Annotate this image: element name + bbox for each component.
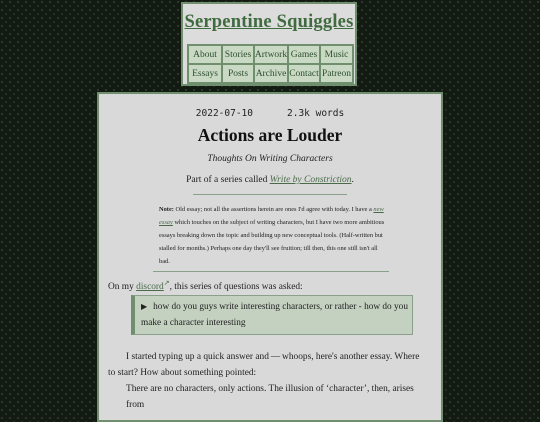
note-block xyxy=(159,203,385,268)
site-header xyxy=(181,2,357,86)
main-nav xyxy=(187,44,354,84)
nav-music[interactable]: Music xyxy=(320,45,353,64)
series-line xyxy=(99,175,441,185)
series-prefix: Part of a series called xyxy=(186,175,270,185)
nav-games[interactable]: Games xyxy=(288,45,320,64)
nav-contact[interactable]: Contact xyxy=(288,64,320,83)
article-card xyxy=(97,92,443,422)
nav-essays[interactable]: Essays xyxy=(188,64,222,83)
nav-archive[interactable]: Archive xyxy=(254,64,288,83)
para-1-suffix: , this series of questions was asked: xyxy=(169,282,303,293)
article-meta xyxy=(99,108,441,119)
note-label: Note: xyxy=(159,206,174,213)
article-title: Actions are Louder xyxy=(197,125,343,145)
new-essay-link[interactable]: new essay xyxy=(159,206,384,227)
series-divider xyxy=(193,194,347,195)
nav-patreon[interactable]: Patreon xyxy=(320,64,353,83)
body-paragraph-3: There are no characters, only actions. The illusion of ‘character’, then, arises from xyxy=(126,384,414,410)
question-text: how do you guys write interesting characters, or rather - how do you make a character interesting xyxy=(141,302,408,328)
note-text-2: which touches on the subject of writing characters, but I have two more ambitious essays breaking down the topic and building up new conceptual tools. (Half-written but stalled for months.) Perhaps one day they'll see fruition; till then, this one still isn't all bad. xyxy=(159,219,385,266)
question-disclosure[interactable] xyxy=(131,295,413,335)
nav-artwork[interactable]: Artwork xyxy=(254,45,288,64)
disclosure-triangle-icon: ▶ xyxy=(141,302,148,311)
body-paragraph-2: I started typing up a quick answer and — whoops, here's another essay. Where to start? How about something pointed: xyxy=(108,352,420,378)
nav-about[interactable]: About xyxy=(188,45,222,64)
nav-posts[interactable]: Posts xyxy=(222,64,254,83)
article-subtitle: Thoughts On Writing Characters xyxy=(207,154,333,164)
article-word-count: 2.3k words xyxy=(287,108,345,119)
note-text-1: Old essay; not all the assertions herein are ones I'd agree with today. I have a xyxy=(173,206,374,213)
site-title-link[interactable]: Serpentine Squiggles xyxy=(184,12,354,32)
para-1-prefix: On my xyxy=(108,282,137,293)
article-date: 2022-07-10 xyxy=(195,108,253,119)
nav-stories[interactable]: Stories xyxy=(222,45,254,64)
series-link[interactable]: Write by Constriction xyxy=(269,175,352,185)
series-suffix: . xyxy=(351,175,354,185)
note-divider xyxy=(153,271,389,272)
external-link-icon: ↗ xyxy=(163,279,170,287)
discord-link[interactable]: discord xyxy=(136,282,164,293)
body-paragraph-1 xyxy=(108,275,428,295)
